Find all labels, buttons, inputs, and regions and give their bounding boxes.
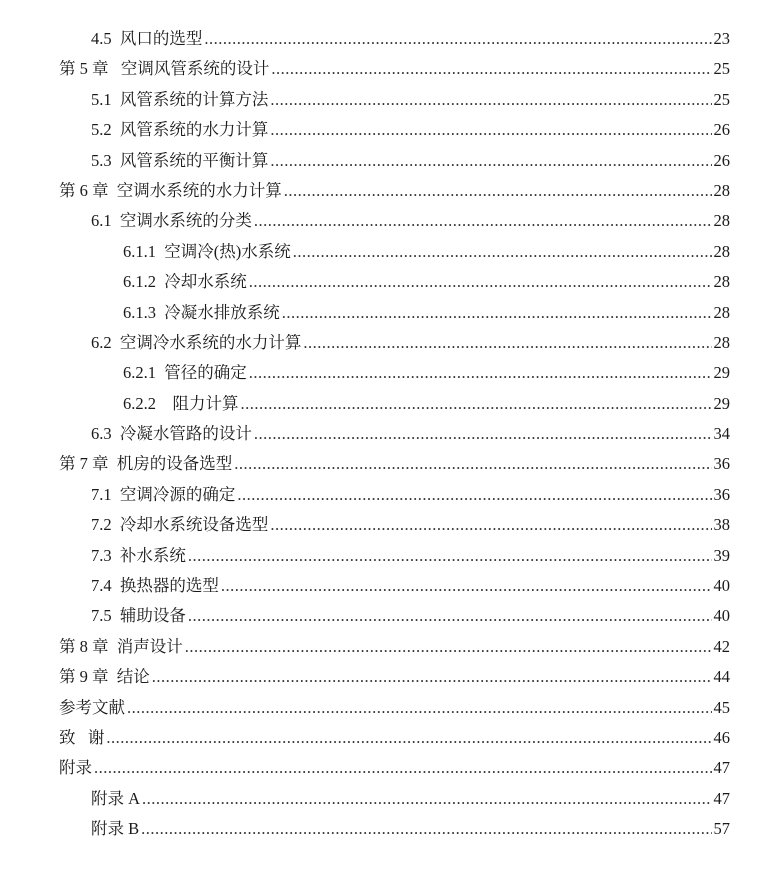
toc-entry-label: 7.4 换热器的选型 (91, 576, 219, 596)
toc-entry-label: 7.5 辅助设备 (91, 606, 186, 626)
toc-leader-dots (303, 328, 711, 358)
toc-leader-dots (249, 358, 712, 388)
toc-entry[interactable] (0, 753, 730, 783)
toc-entry-page: 45 (713, 697, 730, 717)
toc-entry-label: 7.3 补水系统 (91, 545, 186, 565)
toc-leader-dots (270, 115, 711, 145)
toc-leader-dots (241, 389, 712, 419)
toc-entry-label: 6.1.2 冷却水系统 (123, 272, 247, 292)
toc-entry-page: 36 (713, 454, 730, 474)
toc-entry-page: 29 (713, 363, 730, 383)
toc-entry[interactable] (0, 176, 730, 206)
toc-leader-dots (254, 419, 712, 449)
toc-entry-page: 40 (713, 606, 730, 626)
toc-entry-label: 致 谢 (59, 727, 105, 747)
toc-entry-page: 38 (713, 515, 730, 535)
toc-entry-page: 46 (713, 727, 730, 747)
toc-entry-page: 28 (713, 211, 730, 231)
toc-leader-dots (282, 298, 712, 328)
toc-entry-label: 参考文献 (59, 697, 125, 717)
toc-entry-page: 28 (713, 241, 730, 261)
toc-entry[interactable] (0, 723, 730, 753)
toc-entry-page: 26 (713, 120, 730, 140)
toc-entry[interactable] (0, 54, 730, 84)
toc-entry-label: 5.1 风管系统的计算方法 (91, 89, 269, 109)
toc-leader-dots (185, 632, 712, 662)
toc-leader-dots (270, 146, 711, 176)
toc-entry-label: 5.2 风管系统的水力计算 (91, 120, 269, 140)
toc-leader-dots (188, 541, 712, 571)
toc-entry[interactable] (0, 24, 730, 54)
toc-leader-dots (249, 267, 712, 297)
toc-entry-page: 34 (713, 424, 730, 444)
toc-entry-label: 7.1 空调冷源的确定 (91, 484, 236, 504)
toc-leader-dots (254, 206, 712, 236)
toc-entry[interactable] (0, 480, 730, 510)
toc-entry-label: 6.1 空调水系统的分类 (91, 211, 252, 231)
toc-entry[interactable] (0, 298, 730, 328)
toc-leader-dots (141, 814, 711, 844)
toc-leader-dots (152, 662, 712, 692)
toc-entry[interactable] (0, 389, 730, 419)
toc-entry-page: 47 (713, 758, 730, 778)
toc-entry-label: 第 8 章 消声设计 (59, 636, 183, 656)
toc-leader-dots (94, 753, 712, 783)
toc-entry-label: 6.3 冷凝水管路的设计 (91, 424, 252, 444)
toc-leader-dots (237, 480, 711, 510)
toc-entry-page: 40 (713, 576, 730, 596)
toc-entry-page: 28 (713, 332, 730, 352)
toc-entry[interactable] (0, 601, 730, 631)
toc-entry[interactable] (0, 115, 730, 145)
toc-entry-label: 附录 (59, 758, 92, 778)
toc-leader-dots (284, 176, 712, 206)
toc-entry[interactable] (0, 267, 730, 297)
toc-entry[interactable] (0, 632, 730, 662)
table-of-contents (0, 24, 781, 845)
toc-entry-page: 28 (713, 272, 730, 292)
toc-entry-label: 第 7 章 机房的设备选型 (59, 454, 233, 474)
toc-entry-label: 6.1.3 冷凝水排放系统 (123, 302, 280, 322)
toc-entry[interactable] (0, 237, 730, 267)
toc-entry[interactable] (0, 510, 730, 540)
toc-entry-label: 6.2.1 管径的确定 (123, 363, 247, 383)
toc-entry-page: 29 (713, 393, 730, 413)
toc-leader-dots (106, 723, 711, 753)
toc-leader-dots (270, 85, 711, 115)
toc-entry-page: 25 (713, 89, 730, 109)
toc-entry-label: 第 5 章 空调风管系统的设计 (59, 59, 270, 79)
toc-leader-dots (142, 784, 711, 814)
toc-entry-label: 6.2 空调冷水系统的水力计算 (91, 332, 302, 352)
toc-leader-dots (221, 571, 712, 601)
toc-entry-label: 6.2.2 阻力计算 (123, 393, 239, 413)
toc-entry-label: 附录 B (91, 819, 140, 839)
toc-entry-page: 26 (713, 150, 730, 170)
toc-entry[interactable] (0, 814, 730, 844)
toc-entry[interactable] (0, 571, 730, 601)
toc-entry[interactable] (0, 85, 730, 115)
toc-entry-page: 47 (713, 788, 730, 808)
toc-entry[interactable] (0, 358, 730, 388)
toc-entry-page: 25 (713, 59, 730, 79)
toc-entry-page: 57 (713, 819, 730, 839)
toc-entry[interactable] (0, 419, 730, 449)
toc-entry[interactable] (0, 541, 730, 571)
toc-entry-page: 44 (713, 667, 730, 687)
toc-leader-dots (127, 693, 712, 723)
toc-entry-label: 第 6 章 空调水系统的水力计算 (59, 180, 282, 200)
toc-leader-dots (234, 449, 711, 479)
toc-leader-dots (204, 24, 711, 54)
toc-entry[interactable] (0, 449, 730, 479)
toc-entry-page: 42 (713, 636, 730, 656)
toc-leader-dots (270, 510, 711, 540)
toc-entry[interactable] (0, 328, 730, 358)
toc-entry-page: 28 (713, 180, 730, 200)
toc-leader-dots (188, 601, 712, 631)
toc-entry-page: 28 (713, 302, 730, 322)
toc-entry[interactable] (0, 784, 730, 814)
toc-leader-dots (271, 54, 711, 84)
toc-entry-label: 5.3 风管系统的平衡计算 (91, 150, 269, 170)
toc-entry-page: 36 (713, 484, 730, 504)
toc-entry-label: 7.2 冷却水系统设备选型 (91, 515, 269, 535)
toc-entry[interactable] (0, 146, 730, 176)
toc-entry[interactable] (0, 206, 730, 236)
toc-entry-label: 第 9 章 结论 (59, 667, 150, 687)
toc-entry-label: 6.1.1 空调冷(热)水系统 (123, 241, 291, 261)
toc-entry-label: 4.5 风口的选型 (91, 29, 203, 48)
toc-entry[interactable] (0, 662, 730, 692)
toc-entry[interactable] (0, 693, 730, 723)
toc-entry-page: 23 (713, 29, 730, 48)
toc-entry-page: 39 (713, 545, 730, 565)
toc-leader-dots (293, 237, 712, 267)
toc-entry-label: 附录 A (91, 788, 141, 808)
